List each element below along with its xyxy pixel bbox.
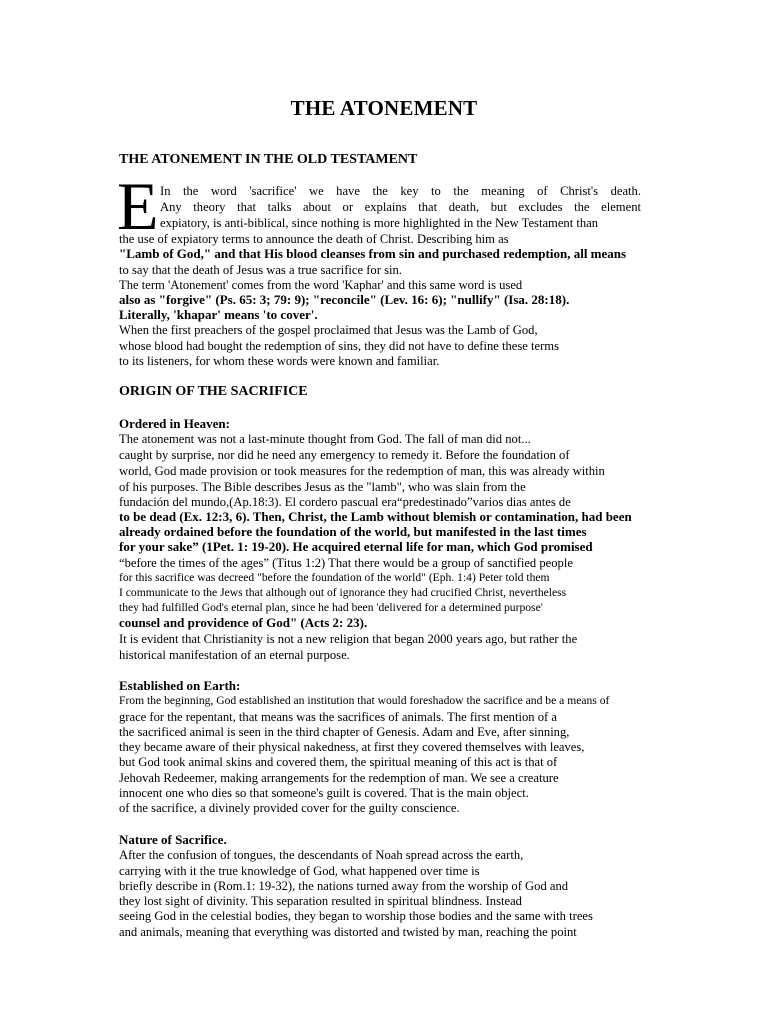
paragraph-line: When the first preachers of the gospel proclaimed that Jesus was the Lamb of God,: [119, 323, 538, 337]
paragraph-line: to its listeners, for whom these words were known and familiar.: [119, 354, 440, 368]
subheading-nature-of-sacrifice: Nature of Sacrifice.: [119, 832, 227, 847]
paragraph-line: the use of expiatory terms to announce the death of Christ. Describing him as: [119, 232, 509, 246]
paragraph-line: and animals, meaning that everything was distorted and twisted by man, reaching the point: [119, 925, 577, 939]
paragraph-line: From the beginning, God established an institution that would foreshadow the sacrifice and be a means of: [119, 694, 610, 707]
paragraph-line: expiatory, is anti-biblical, since nothing is more highlighted in the New Testament than: [160, 216, 599, 230]
paragraph-line: It is evident that Christianity is not a new religion that began 2000 years ago, but rather the: [119, 632, 578, 646]
paragraph-line: the sacrificed animal is seen in the third chapter of Genesis. Adam and Eve, after sinning,: [119, 725, 570, 739]
subheading-established-on-earth: Established on Earth:: [119, 678, 241, 693]
paragraph-line: for this sacrifice was decreed "before the foundation of the world" (Eph. 1:4) Peter told them: [119, 571, 550, 584]
paragraph-line: briefly describe in (Rom.1: 19-32), the nations turned away from the worship of God and: [119, 879, 569, 893]
paragraph-line: caught by surprise, nor did he need any emergency to remedy it. Before the foundation of: [119, 448, 570, 462]
section-heading-origin: ORIGIN OF THE SACRIFICE: [119, 384, 308, 399]
paragraph-line: The term 'Atonement' comes from the word 'Kaphar' and this same word is used: [119, 278, 523, 292]
paragraph-line: of his purposes. The Bible describes Jesus as the "lamb", who was slain from the: [119, 480, 526, 494]
paragraph-line: Literally, 'khapar' means 'to cover'.: [119, 307, 318, 322]
paragraph-line: grace for the repentant, that means was the sacrifices of animals. The first mention of a: [119, 710, 557, 724]
paragraph-line: whose blood had bought the redemption of sins, they did not have to define these terms: [119, 339, 559, 353]
paragraph-line: to be dead (Ex. 12:3, 6). Then, Christ, the Lamb without blemish or contamination, had been: [119, 509, 632, 524]
paragraph-line: carrying with it the true knowledge of God, what happened over time is: [119, 864, 480, 878]
paragraph-line: seeing God in the celestial bodies, they began to worship those bodies and the same with trees: [119, 909, 593, 923]
paragraph-line: Jehovah Redeemer, making arrangements for the redemption of man. We see a creature: [119, 771, 559, 785]
paragraph-line: After the confusion of tongues, the descendants of Noah spread across the earth,: [119, 848, 524, 862]
paragraph-line: world, God made provision or took measures for the redemption of man, this was already within: [119, 464, 605, 478]
section-heading-old-testament: THE ATONEMENT IN THE OLD TESTAMENT: [119, 152, 418, 167]
paragraph-line: The atonement was not a last-minute thought from God. The fall of man did not...: [119, 432, 531, 446]
paragraph-line: they had fulfilled God's eternal plan, since he had been 'delivered for a determined purpose': [119, 601, 543, 614]
paragraph-line: to say that the death of Jesus was a true sacrifice for sin.: [119, 263, 402, 277]
paragraph-line: “before the times of the ages” (Titus 1:2) That there would be a group of sanctified people: [119, 556, 573, 570]
drop-cap: E: [117, 168, 159, 244]
page-title: THE ATONEMENT: [290, 96, 478, 120]
paragraph-line: fundación del mundo,(Ap.18:3). El cordero pascual era“predestinado”varios dias antes de: [119, 495, 571, 509]
paragraph-line: they lost sight of divinity. This separation resulted in spiritual blindness. Instead: [119, 894, 522, 908]
paragraph-line: but God took animal skins and covered them, the spiritual meaning of this act is that of: [119, 755, 558, 769]
paragraph-line: historical manifestation of an eternal purpose.: [119, 648, 350, 662]
paragraph-line: I communicate to the Jews that although out of ignorance they had crucified Christ, nevertheless: [119, 586, 567, 599]
subheading-ordered-in-heaven: Ordered in Heaven:: [119, 416, 230, 431]
paragraph-line: of the sacrifice, a divinely provided cover for the guilty conscience.: [119, 801, 460, 815]
paragraph-line: In the word 'sacrifice' we have the key to the meaning of Christ's death.: [160, 184, 641, 198]
paragraph-line: counsel and providence of God" (Acts 2: 23).: [119, 615, 368, 630]
paragraph-line: Any theory that talks about or explains that death, but excludes the element: [160, 200, 641, 214]
paragraph-line: already ordained before the foundation of the world, but manifested in the last times: [119, 524, 587, 539]
paragraph-line: also as "forgive" (Ps. 65: 3; 79: 9); "reconcile" (Lev. 16: 6); "nullify" (Isa. 28:18).: [119, 292, 570, 307]
paragraph-line: for your sake” (1Pet. 1: 19-20). He acquired eternal life for man, which God promised: [119, 539, 593, 554]
paragraph-line: "Lamb of God," and that His blood cleanses from sin and purchased redemption, all means: [119, 246, 627, 261]
paragraph-line: they became aware of their physical nakedness, at first they covered themselves with leaves,: [119, 740, 585, 754]
paragraph-line: innocent one who dies so that someone's guilt is covered. That is the main object.: [119, 786, 529, 800]
